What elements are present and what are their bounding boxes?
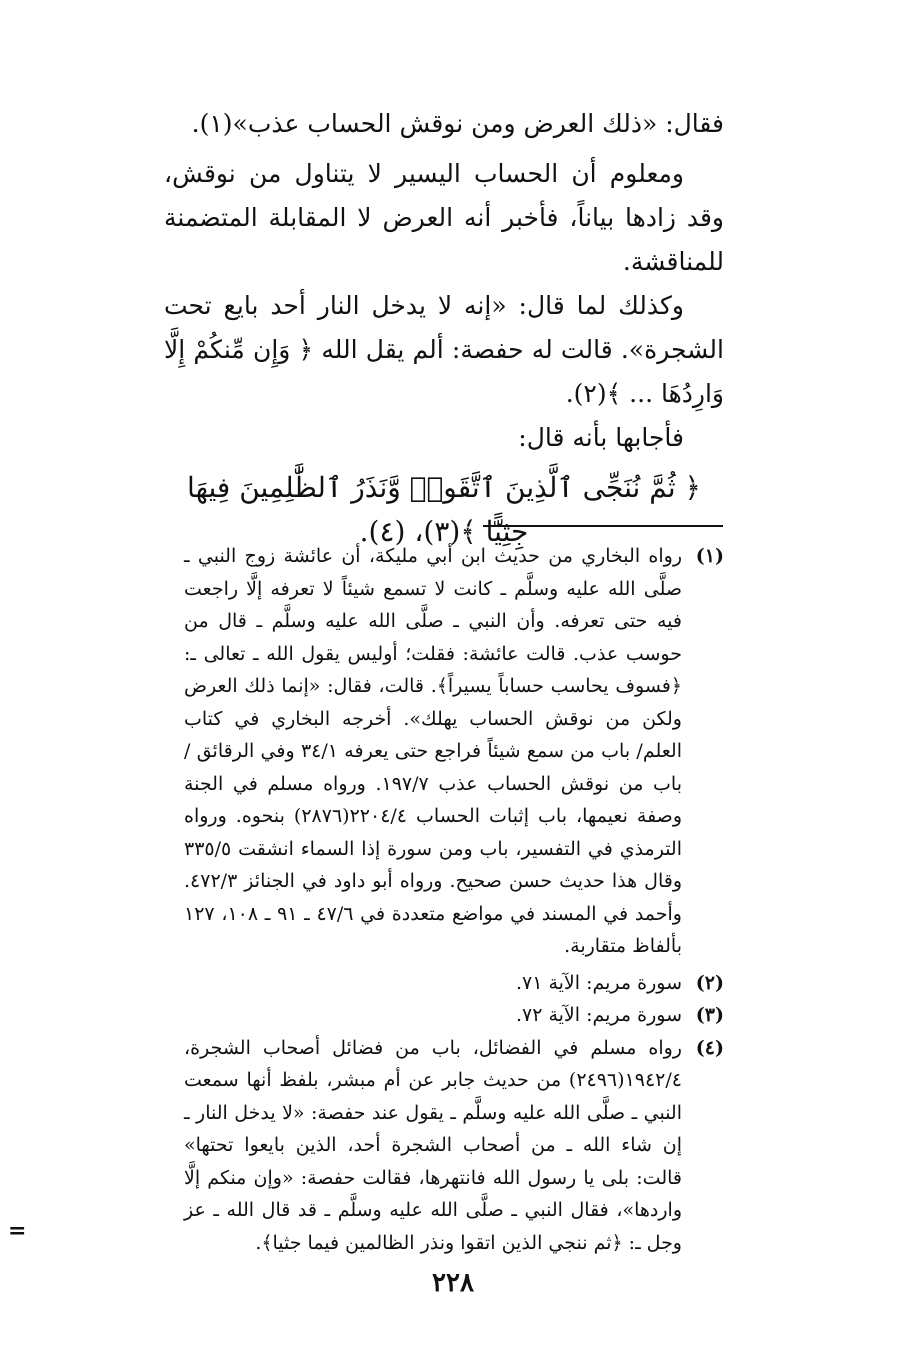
footnote-text: سورة مريم: الآية ٧٢. <box>515 1004 682 1026</box>
margin-mark: = <box>8 1218 27 1244</box>
footnote-4 <box>184 1032 724 1260</box>
footnote-number: (٤) <box>695 1036 724 1059</box>
paragraph-3: وكذلك لما قال: «إنه لا يدخل النار أحد بايع تحت الشجرة». قالت له حفصة: ألم يقل الله ﴿ وَإِن مِّنكُمْ إِلَّا وَارِدُهَا ... ﴾(٢). <box>164 291 724 408</box>
footnote-text: سورة مريم: الآية ٧١. <box>515 971 682 994</box>
paragraph-2: ومعلوم أن الحساب اليسير لا يتناول من نوقش، وقد زادها بياناً، فأخبر أنه العرض لا المقابلة المتضمنة للمناقشة. <box>164 159 724 276</box>
paragraph-1: فقال: «ذلك العرض ومن نوقش الحساب عذب»(١). <box>191 109 724 138</box>
footnote-number: (١) <box>695 545 724 567</box>
footnote-text: رواه البخاري من حديث ابن أبي مليكة، أن عائشة زوج النبي ـ صلَّى الله عليه وسلَّم ـ كانت لا تسمع شيئاً لا تعرفه إلَّا راجعت فيه حتى تعرفه. وأن النبي ـ صلَّى الله عليه وسلَّم ـ قال من حوسب عذب. قالت عائشة: فقلت؛ أوليس يقول الله ـ تعالى ـ: ﴿فسوف يحاسب حساباً يسيراً﴾. قالت، فقال: «إنما ذلك العرض ولكن من نوقش الحساب يهلك». أخرجه البخاري في كتاب العلم/ باب من سمع شيئاً فراجع حتى يعرفه ٣٤/١ وفي الرقائق / باب من نوقش الحساب عذب ١٩٧/٧. ورواه مسلم في الجنة وصفة نعيمها، باب إثبات الحساب ٢٢٠٤/٤(٢٨٧٦) بنحوه. ورواه الترمذي في التفسير، باب ومن سورة إذا السماء انشقت ٣٣٥/٥ وقال هذا حديث حسن صحيح. ورواه أبو داود في الجنائز ٤٧٢/٣. وأحمد في المسند في مواضع متعددة في ٤٧/٦ ـ ٩١ ـ ١٠٨، ١٢٧ بألفاظ متقاربة. <box>184 545 682 957</box>
quran-verse: ﴿ ثُمَّ نُنَجِّى ٱلَّذِينَ ٱتَّقَوا۟ وَّنَذَرُ ٱلظَّٰلِمِينَ فِيهَا جِثِيًّا ﴾(٣)، (٤). <box>187 471 701 548</box>
footnote-2 <box>184 967 724 1000</box>
footnote-number: (٢) <box>695 971 724 994</box>
footnote-text: رواه مسلم في الفضائل، باب من فضائل أصحاب الشجرة، ١٩٤٢/٤(٢٤٩٦) من حديث جابر عن أم مبشر، بلفظ أنها سمعت النبي ـ صلَّى الله عليه وسلَّم ـ يقول عند حفصة: «لا يدخل النار ـ إن شاء الله ـ من أصحاب الشجرة أحد، الذين بايعوا تحتها» قالت: بلى يا رسول الله فانتهرها، فقالت حفصة: «وإن منكم إلَّا واردها»، فقال النبي ـ صلَّى الله عليه وسلَّم ـ قد قال الله ـ عز وجل ـ: ﴿ثم ننجي الذين اتقوا ونذر الظالمين فيما جثيا﴾. <box>184 1036 682 1254</box>
paragraph-4: فأجابها بأنه قال: <box>518 423 684 452</box>
footnote-separator <box>483 525 723 527</box>
footnote-number: (٣) <box>695 1004 724 1026</box>
footnotes <box>184 540 724 1263</box>
page-number: ٢٢٨ <box>432 1268 474 1298</box>
footnote-3 <box>184 999 724 1032</box>
footnote-1 <box>184 540 724 963</box>
main-text <box>164 102 724 554</box>
